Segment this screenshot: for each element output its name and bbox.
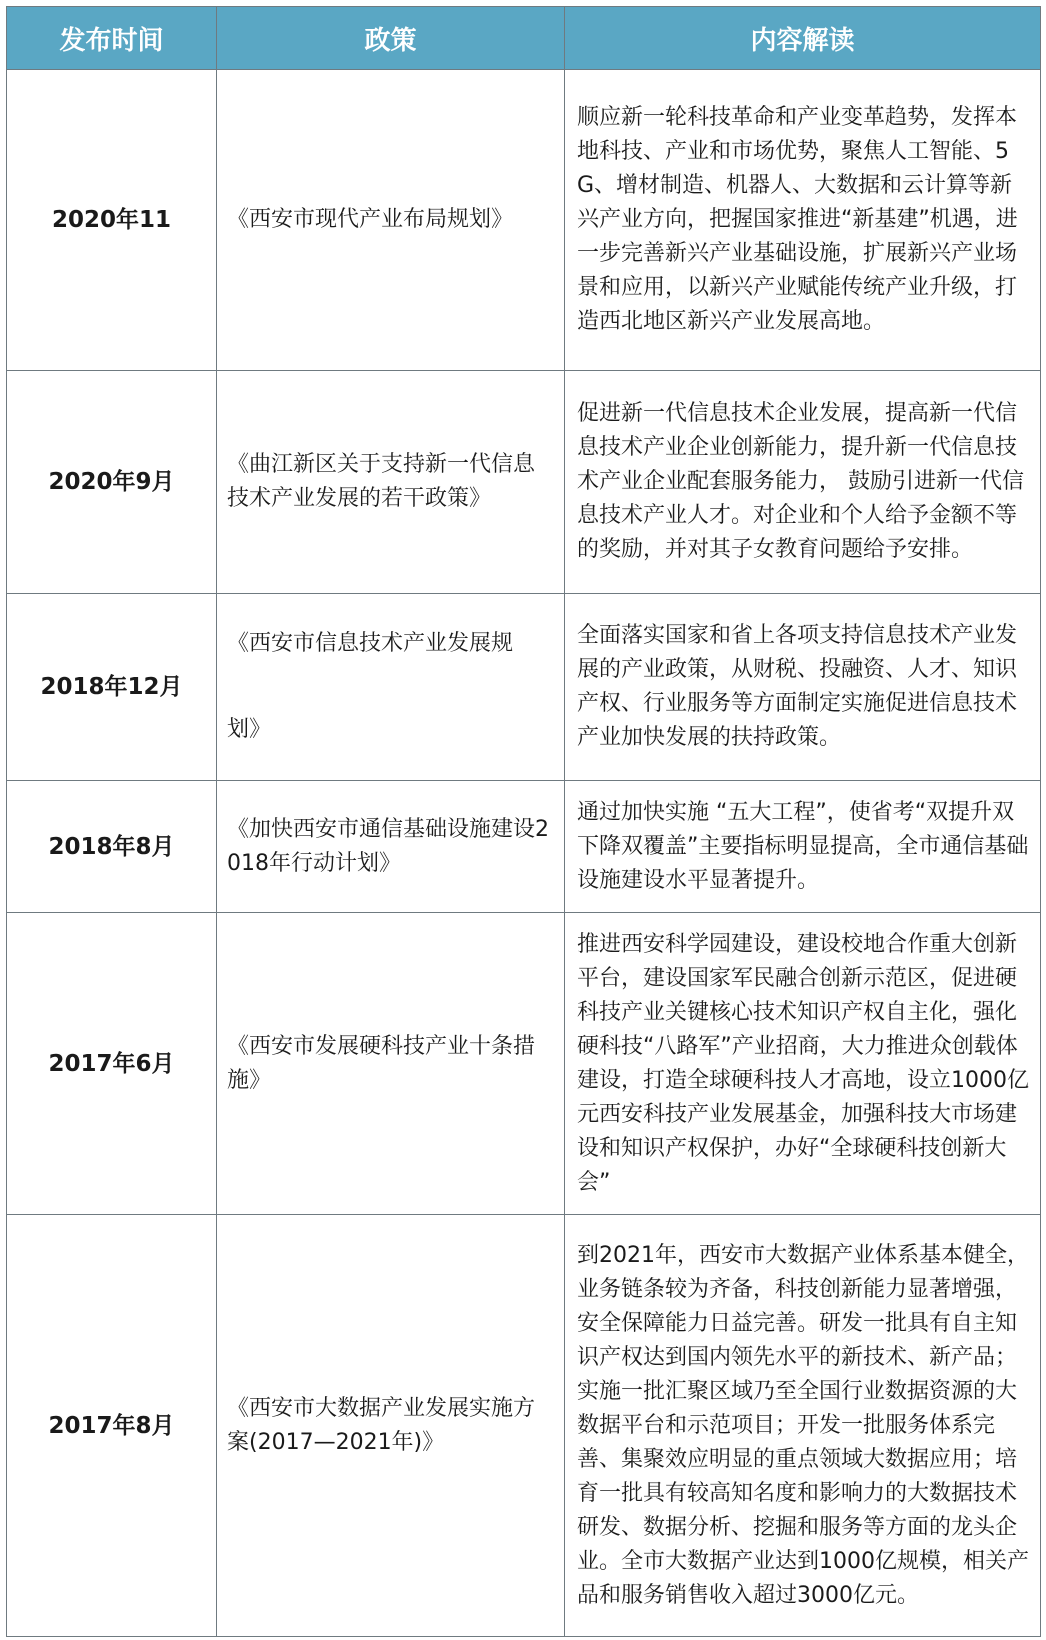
policy-line-1: 《西安市信息技术产业发展规 [227, 631, 514, 656]
header-date: 发布时间 [7, 7, 217, 70]
table-row [7, 70, 1041, 371]
content-cell: 全面落实国家和省上各项支持信息技术产业发展的产业政策，从财税、投融资、人才、知识产权、行业服务等方面制定实施促进信息技术产业加快发展的扶持政策。 [565, 594, 1041, 781]
policy-cell: 《西安市发展硬科技产业十条措施》 [217, 913, 565, 1215]
table-row [7, 1215, 1041, 1637]
content-cell: 通过加快实施 “五大工程”，使省考“双提升双下降双覆盖”主要指标明显提高，全市通信基础设施建设水平显著提升。 [565, 781, 1041, 913]
content-cell: 促进新一代信息技术企业发展，提高新一代信息技术产业企业创新能力，提升新一代信息技术产业企业配套服务能力， 鼓励引进新一代信息技术产业人才。对企业和个人给予金额不等的奖励，并对其子女教育问题给予安排。 [565, 371, 1041, 594]
policy-cell: 《西安市大数据产业发展实施方案(2017—2021年)》 [217, 1215, 565, 1637]
policy-cell: 《西安市现代产业布局规划》 [217, 70, 565, 371]
content-cell: 到2021年，西安市大数据产业体系基本健全，业务链条较为齐备，科技创新能力显著增强，安全保障能力日益完善。研发一批具有自主知识产权达到国内领先水平的新技术、新产品；实施一批汇聚区域乃至全国行业数据资源的大数据平台和示范项目；开发一批服务体系完善、集聚效应明显的重点领域大数据应用；培育一批具有较高知名度和影响力的大数据技术研发、数据分析、挖掘和服务等方面的龙头企业。全市大数据产业达到1000亿规模，相关产品和服务销售收入超过3000亿元。 [565, 1215, 1041, 1637]
policy-table [6, 6, 1041, 1637]
table-row [7, 913, 1041, 1215]
date-cell: 2018年12月 [7, 594, 217, 781]
date-cell: 2017年8月 [7, 1215, 217, 1637]
date-cell: 2020年11 [7, 70, 217, 371]
policy-cell: 《曲江新区关于支持新一代信息技术产业发展的若干政策》 [217, 371, 565, 594]
table-header-row [7, 7, 1041, 70]
policy-text-split [227, 627, 554, 747]
content-cell: 顺应新一轮科技革命和产业变革趋势，发挥本地科技、产业和市场优势，聚焦人工智能、5G、增材制造、机器人、大数据和云计算等新兴产业方向，把握国家推进“新基建”机遇，进一步完善新兴产业基础设施，扩展新兴产业场景和应用，以新兴产业赋能传统产业升级，打造西北地区新兴产业发展高地。 [565, 70, 1041, 371]
header-content: 内容解读 [565, 7, 1041, 70]
content-cell: 推进西安科学园建设，建设校地合作重大创新平台，建设国家军民融合创新示范区，促进硬科技产业关键核心技术知识产权自主化，强化硬科技“八路军”产业招商，大力推进众创载体建设，打造全球硬科技人才高地，设立1000亿元西安科技产业发展基金，加强科技大市场建设和知识产权保护，办好“全球硬科技创新大会” [565, 913, 1041, 1215]
date-cell: 2018年8月 [7, 781, 217, 913]
table-row [7, 371, 1041, 594]
policy-cell: 《加快西安市通信基础设施建设2018年行动计划》 [217, 781, 565, 913]
table-row [7, 594, 1041, 781]
date-cell: 2020年9月 [7, 371, 217, 594]
date-cell: 2017年6月 [7, 913, 217, 1215]
table-row [7, 781, 1041, 913]
policy-table-container [6, 6, 1040, 1637]
header-policy: 政策 [217, 7, 565, 70]
policy-line-2: 划》 [227, 717, 272, 742]
policy-cell [217, 594, 565, 781]
